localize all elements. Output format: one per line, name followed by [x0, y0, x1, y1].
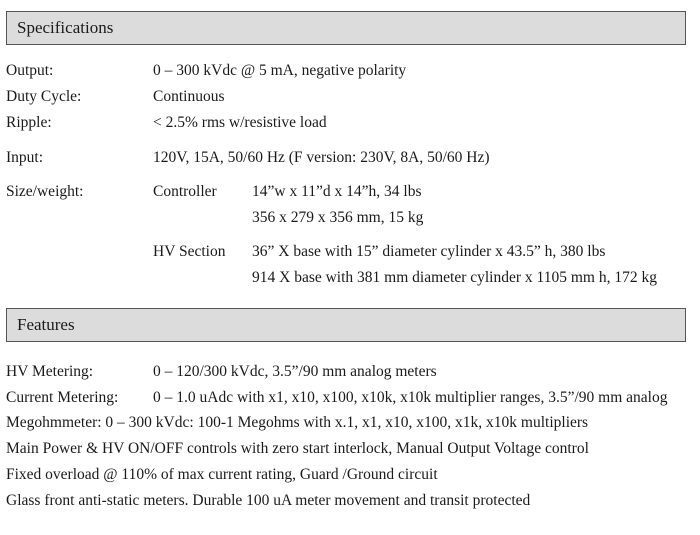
hv-section-dimensions-imperial: 36” X base with 15” diameter cylinder x 43.5” h, 380 lbs [252, 243, 606, 260]
hv-metering-label: HV Metering: [6, 363, 94, 380]
output-label: Output: [6, 62, 54, 79]
features-title: Features [17, 315, 75, 334]
hv-section-label: HV Section [153, 243, 226, 260]
megohmmeter-line: Megohmmeter: 0 – 300 kVdc: 100-1 Megohms with x.1, x1, x10, x100, x1k, x10k multipliers [6, 414, 589, 431]
input-value: 120V, 15A, 50/60 Hz (F version: 230V, 8A, 50/60 Hz) [153, 149, 490, 166]
controller-dimensions-imperial: 14”w x 11”d x 14”h, 34 lbs [252, 183, 422, 200]
duty-cycle-value: Continuous [153, 88, 225, 105]
current-metering-label: Current Metering: [6, 389, 119, 406]
controller-label: Controller [153, 183, 217, 200]
meters-line: Glass front anti-static meters. Durable 100 uA meter movement and transit protected [6, 492, 531, 509]
output-value: 0 – 300 kVdc @ 5 mA, negative polarity [153, 62, 407, 79]
current-metering-value: 0 – 1.0 uAdc with x1, x10, x100, x10k, x10k multiplier ranges, 3.5”/90 mm analog [153, 389, 668, 406]
main-power-line: Main Power & HV ON/OFF controls with zero start interlock, Manual Output Voltage control [6, 440, 589, 457]
size-weight-label: Size/weight: [6, 183, 84, 200]
controller-dimensions-metric: 356 x 279 x 356 mm, 15 kg [252, 209, 424, 226]
ripple-label: Ripple: [6, 114, 52, 131]
features-header [6, 308, 686, 342]
hv-metering-value: 0 – 120/300 kVdc, 3.5”/90 mm analog meters [153, 363, 437, 380]
ripple-value: < 2.5% rms w/resistive load [153, 114, 327, 131]
specifications-title: Specifications [17, 18, 114, 37]
input-label: Input: [6, 149, 44, 166]
duty-cycle-label: Duty Cycle: [6, 88, 82, 105]
overload-line: Fixed overload @ 110% of max current rating, Guard /Ground circuit [6, 466, 438, 483]
specifications-header [6, 11, 686, 45]
hv-section-dimensions-metric: 914 X base with 381 mm diameter cylinder x 1105 mm h, 172 kg [252, 269, 657, 286]
